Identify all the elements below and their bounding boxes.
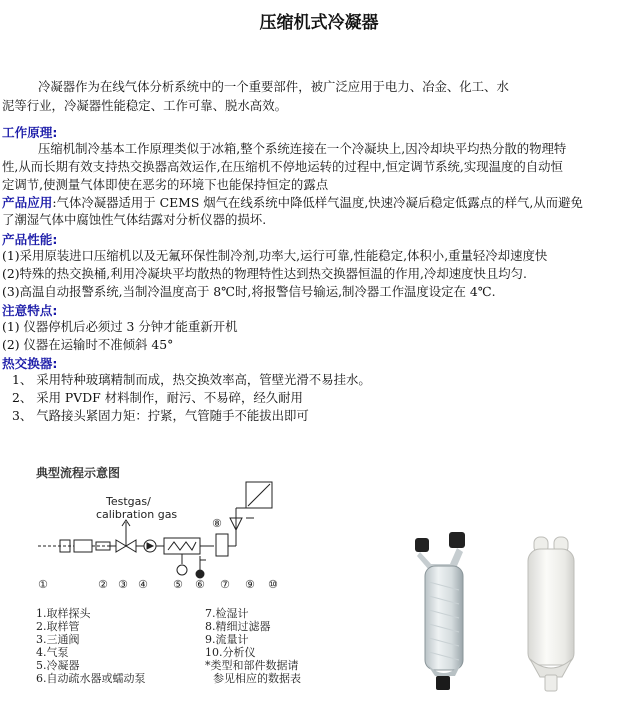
gas-label-2: calibration gas — [96, 508, 178, 521]
application-text-1: :气体冷凝器适用于 CEMS 烟气在线系统中降低样气温度,快速冷凝后稳定低露点的样气,从而避免 — [52, 195, 583, 210]
principle-line-2: 性,从而长期有效支持热交换器高效运作,在压缩机不停地运转的过程中,恒定调节系统,实现温度的自动恒 — [2, 159, 563, 174]
gas-label-1: Testgas/ — [106, 495, 151, 508]
principle-line-1: 压缩机制冷基本工作原理类似于冰箱,整个系统连接在一个冷凝块上,因冷却块平均热分散的物理特 — [38, 141, 567, 156]
legend-item: *类型和部件数据请 — [205, 659, 299, 672]
application-line-1 — [2, 192, 583, 212]
sampling-probe-icon — [74, 540, 92, 552]
drain-icon — [177, 565, 187, 575]
legend-item: 6.自动疏水器或蠕动泵 — [36, 672, 146, 685]
number-7: ⑦ — [220, 578, 230, 591]
moisture-detector-icon — [196, 570, 204, 578]
legend-left — [36, 607, 146, 685]
page-title: 压缩机式冷凝器 — [259, 13, 379, 33]
number-5: ⑤ — [173, 578, 183, 591]
exchanger-line-2: 2、 采用 PVDF 材料制作，耐污、不易碎，经久耐用 — [12, 390, 303, 405]
legend-item: 5.冷凝器 — [36, 659, 80, 672]
legend-item: 4.气泵 — [36, 646, 69, 659]
number-1: ① — [38, 578, 48, 591]
number-2: ② — [98, 578, 108, 591]
application-line-2: 了潮湿气体中腐蚀性气体结露对分析仪器的损坏. — [2, 212, 267, 227]
legend-item: 7.检湿计 — [205, 607, 249, 620]
condenser-icon — [164, 538, 200, 554]
pvdf-heat-exchanger-photo — [522, 535, 582, 695]
performance-line-1: (1)采用原装进口压缩机以及无氟环保性制冷剂,功率大,运行可靠,性能稳定,体积小,重量轻冷却速度快 — [2, 248, 548, 263]
number-4: ④ — [138, 578, 148, 591]
glass-heat-exchanger-photo — [405, 530, 480, 695]
legend-right — [205, 607, 301, 685]
notes-line-2: (2) 仪器在运输时不准倾斜 45° — [2, 337, 174, 352]
legend-item: 参见相应的数据表 — [213, 672, 301, 685]
number-8: ⑧ — [212, 517, 222, 530]
exchanger-line-3: 3、 气路接头紧固力矩：拧紧，气管随手不能拔出即可 — [12, 408, 309, 423]
legend-item: 1.取样探头 — [36, 607, 91, 620]
exchanger-line-1: 1、 采用特种玻璃精制而成，热交换效率高，管壁光滑不易挂水。 — [12, 372, 371, 387]
intro-line-2: 泥等行业，冷凝器性能稳定、工作可靠、脱水高效。 — [2, 98, 287, 113]
application-heading: 产品应用 — [2, 195, 53, 210]
legend-item: 10.分析仪 — [205, 646, 256, 659]
notes-line-1: (1) 仪器停机后必须过 3 分钟才能重新开机 — [2, 319, 238, 334]
number-6: ⑥ — [195, 578, 205, 591]
legend-item: 3.三通阀 — [36, 633, 80, 646]
intro-line-1: 冷凝器作为在线气体分析系统中的一个重要部件，被广泛应用于电力、冶金、化工、水 — [38, 79, 509, 94]
principle-line-3: 定调节,使测量气体即使在恶劣的环境下也能保持恒定的露点 — [2, 177, 329, 192]
fine-filter-icon — [216, 534, 228, 556]
legend-item: 8.精细过滤器 — [205, 620, 271, 633]
exchanger-heading: 热交换器: — [2, 356, 58, 371]
performance-heading: 产品性能: — [2, 232, 58, 247]
notes-heading: 注意特点: — [2, 303, 58, 318]
diagram-number-row — [38, 578, 298, 594]
number-9: ⑨ — [245, 578, 255, 591]
number-3: ③ — [118, 578, 128, 591]
performance-line-3: (3)高温自动报警系统,当制冷温度高于 8℃时,将报警信号输运,制冷器工作温度设定在 4℃. — [2, 284, 496, 299]
principle-heading: 工作原理: — [2, 125, 58, 140]
legend-item: 9.流量计 — [205, 633, 249, 646]
diagram-title: 典型流程示意图 — [36, 466, 121, 480]
performance-line-2: (2)特殊的热交换桶,利用冷凝块平均散热的物理特性达到热交换器恒温的作用,冷却速度快且均匀. — [2, 266, 527, 281]
number-10: ⑩ — [268, 578, 278, 591]
legend-item: 2.取样管 — [36, 620, 80, 633]
